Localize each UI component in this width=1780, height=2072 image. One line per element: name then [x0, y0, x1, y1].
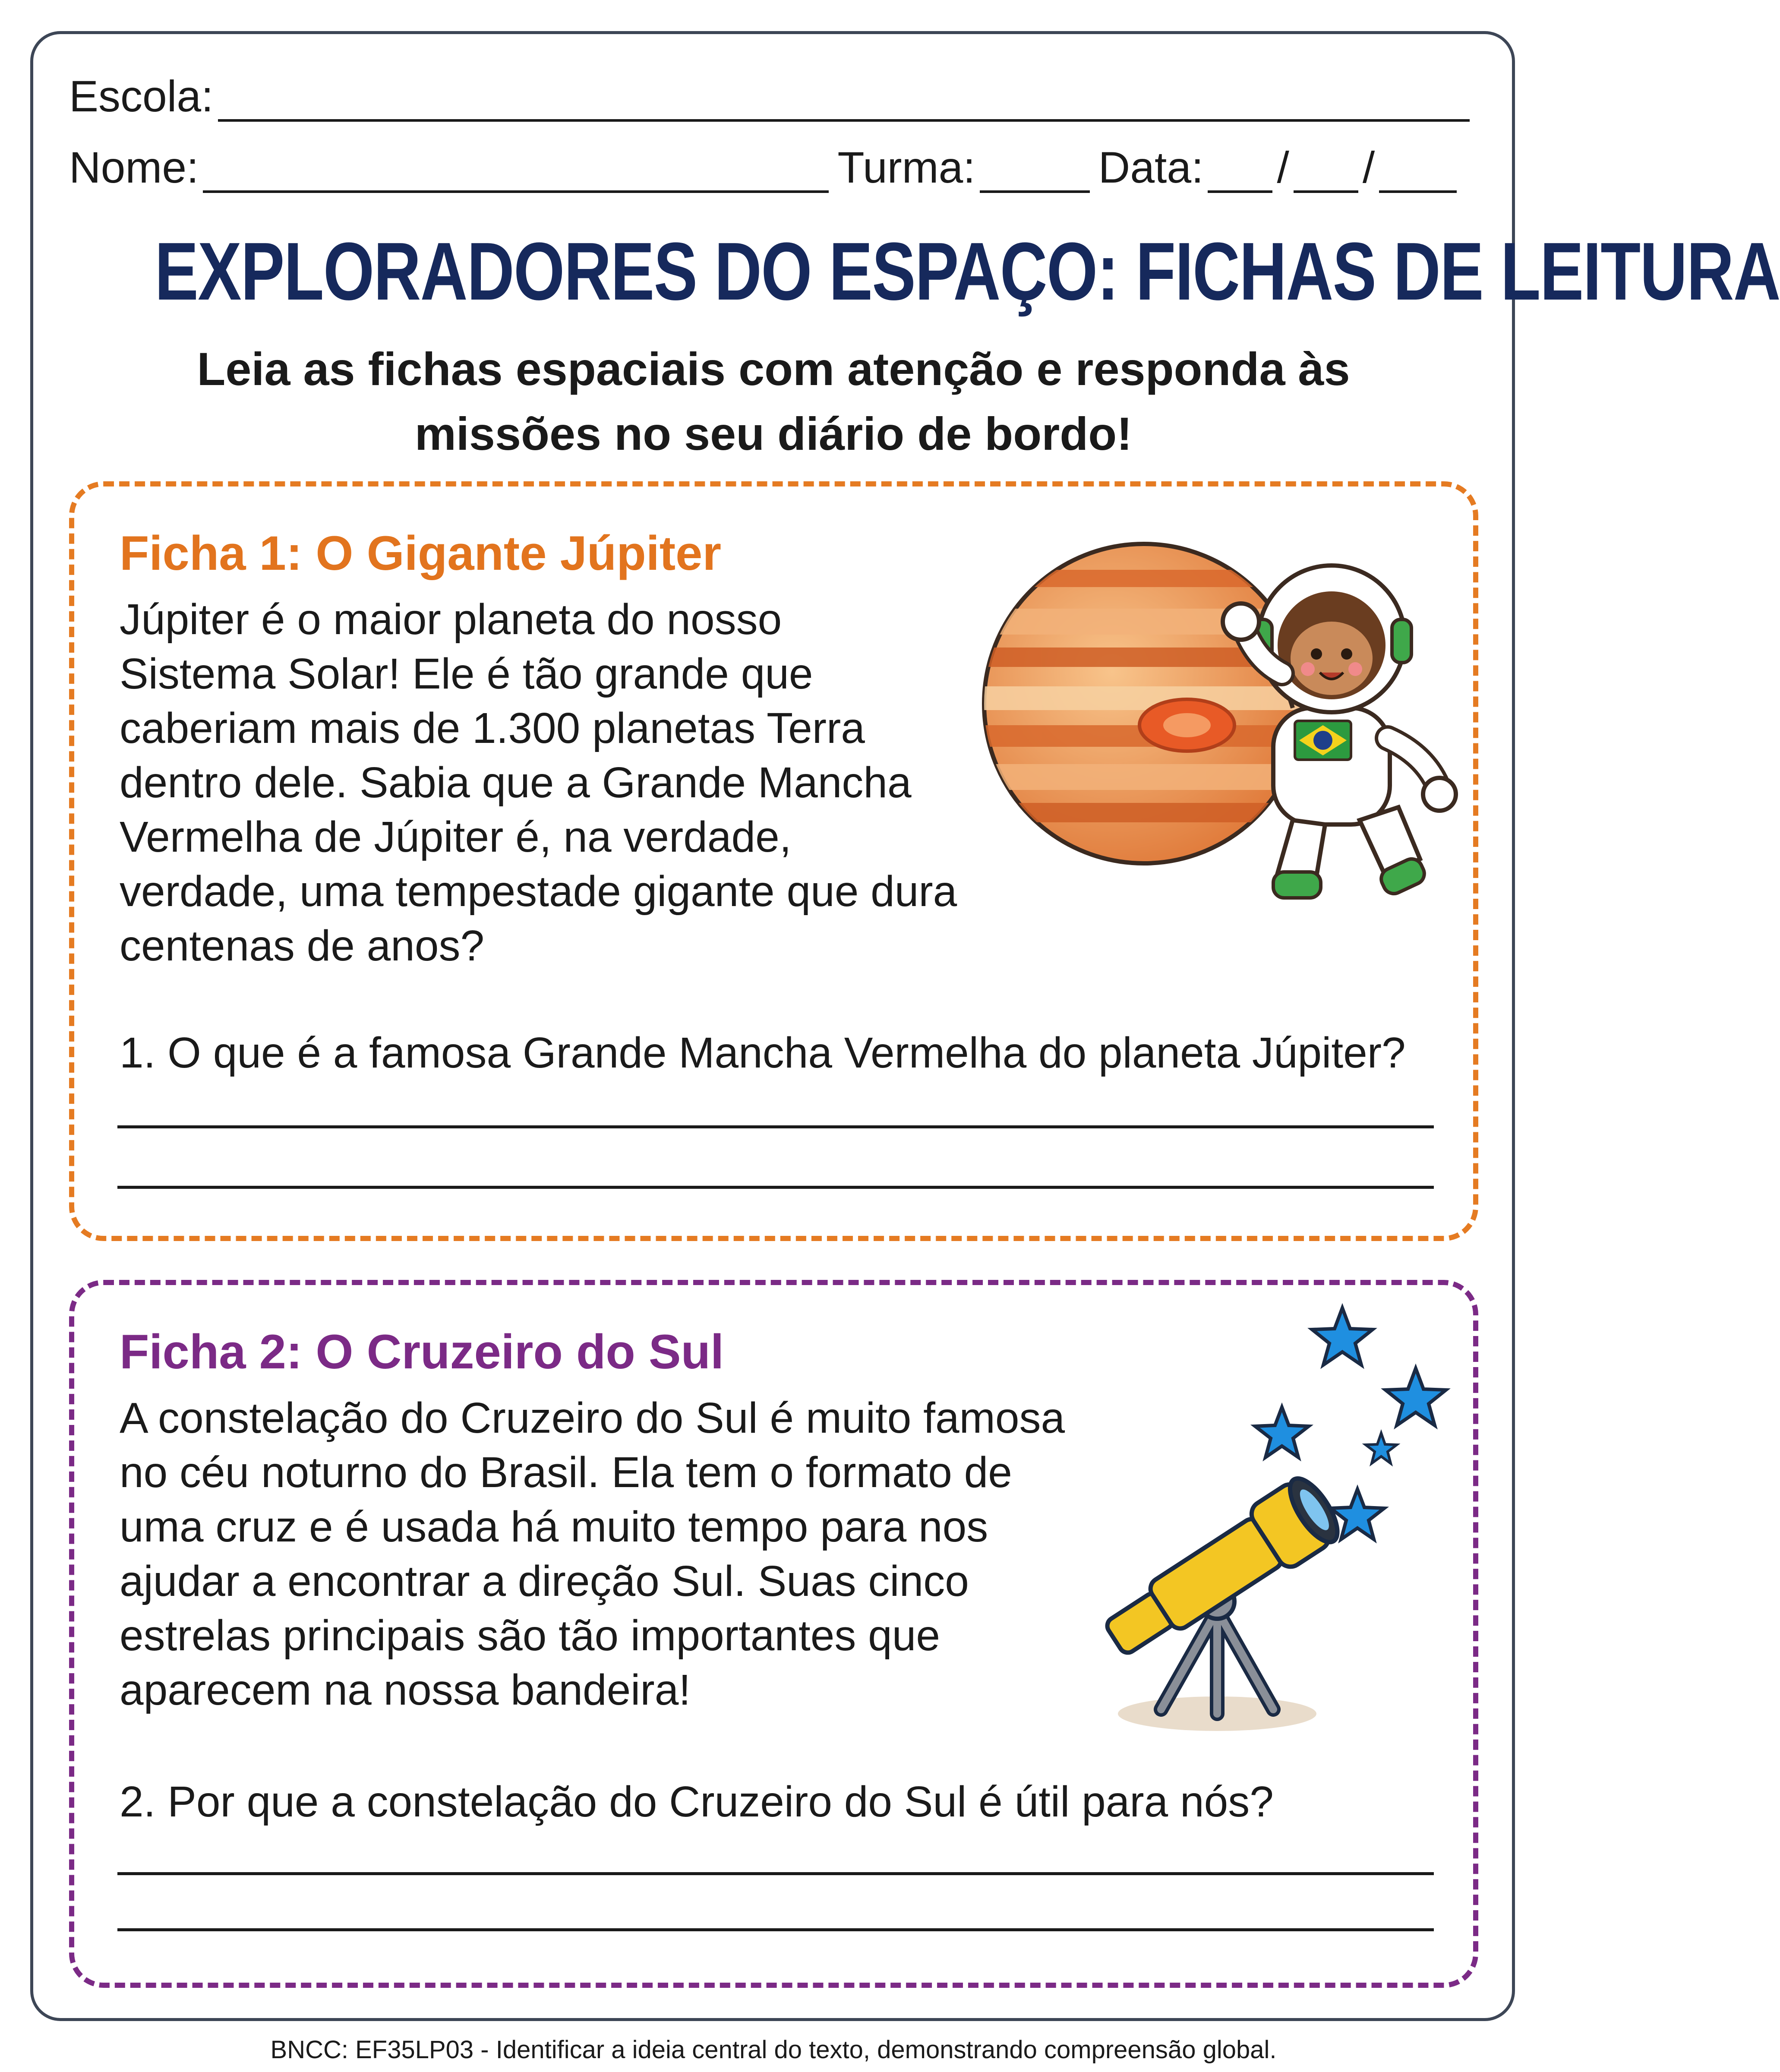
card-2-line: uma cruz e é usada há muito tempo para nos — [120, 1503, 988, 1551]
telescope-illustration — [1088, 1299, 1455, 1740]
card-2-line: no céu noturno do Brasil. Ela tem o formato de — [120, 1448, 1012, 1497]
card-2-title: Ficha 2: O Cruzeiro do Sul — [120, 1325, 724, 1379]
star-icon — [1366, 1433, 1397, 1463]
date-separator-1: / — [1277, 143, 1289, 192]
nome-field[interactable] — [203, 156, 829, 193]
escola-field[interactable] — [218, 85, 1470, 122]
star-icon — [1312, 1308, 1373, 1365]
nome-label: Nome: — [69, 143, 199, 192]
subtitle-line-1: Leia as fichas espaciais com atenção e responda às — [197, 343, 1350, 395]
data-day-field[interactable] — [1208, 156, 1272, 193]
answer-line[interactable] — [117, 1872, 1434, 1875]
page-subtitle — [0, 337, 1547, 466]
card-2-line: A constelação do Cruzeiro do Sul é muito famosa — [120, 1394, 1065, 1442]
escola-label: Escola: — [69, 72, 214, 121]
card-1-text — [120, 592, 1069, 973]
footer-bncc: BNCC: EF35LP03 - Identificar a ideia central do texto, demonstrando compreensão global. — [270, 2036, 1277, 2064]
date-separator-2: / — [1362, 143, 1375, 192]
card-1-line: Júpiter é o maior planeta do nosso — [120, 595, 782, 644]
star-icon — [1385, 1368, 1446, 1425]
card-1-line: caberiam mais de 1.300 planetas Terra — [120, 704, 865, 752]
card-2-line: aparecem na nossa bandeira! — [120, 1666, 691, 1714]
card-1-line: Vermelha de Júpiter é, na verdade, — [120, 813, 792, 861]
star-icon — [1255, 1407, 1309, 1457]
data-month-field[interactable] — [1294, 156, 1358, 193]
card-2-line: estrelas principais são tão importantes que — [120, 1611, 940, 1660]
page-title: EXPLORADORES DO ESPAÇO: FICHAS DE LEITURA — [155, 226, 1780, 317]
nome-row — [69, 142, 1461, 193]
telescope-icon — [1095, 1471, 1346, 1731]
card-1-line: Sistema Solar! Ele é tão grande que — [120, 650, 813, 698]
escola-row — [69, 71, 1474, 122]
jupiter-planet-icon — [971, 544, 1316, 863]
answer-line[interactable] — [117, 1186, 1434, 1189]
turma-label: Turma: — [837, 143, 975, 192]
card-1-line: centenas de anos? — [120, 922, 485, 970]
card-1-line: dentro dele. Sabia que a Grande Mancha — [120, 758, 912, 807]
answer-line[interactable] — [117, 1125, 1434, 1128]
turma-field[interactable] — [980, 156, 1090, 193]
card-2-text — [120, 1391, 1164, 1717]
answer-line[interactable] — [117, 1928, 1434, 1931]
jupiter-illustration — [971, 535, 1459, 945]
data-label: Data: — [1098, 143, 1204, 192]
card-1-line: verdade, uma tempestade gigante que dura — [120, 867, 957, 916]
data-year-field[interactable] — [1379, 156, 1457, 193]
question-2: 2. Por que a constelação do Cruzeiro do Sul é útil para nós? — [120, 1778, 1274, 1826]
card-2-line: ajudar a encontrar a direção Sul. Suas cinco — [120, 1557, 969, 1605]
card-1-title: Ficha 1: O Gigante Júpiter — [120, 526, 722, 580]
subtitle-line-2: missões no seu diário de bordo! — [414, 407, 1133, 460]
question-1: 1. O que é a famosa Grande Mancha Vermelha do planeta Júpiter? — [120, 1029, 1406, 1077]
